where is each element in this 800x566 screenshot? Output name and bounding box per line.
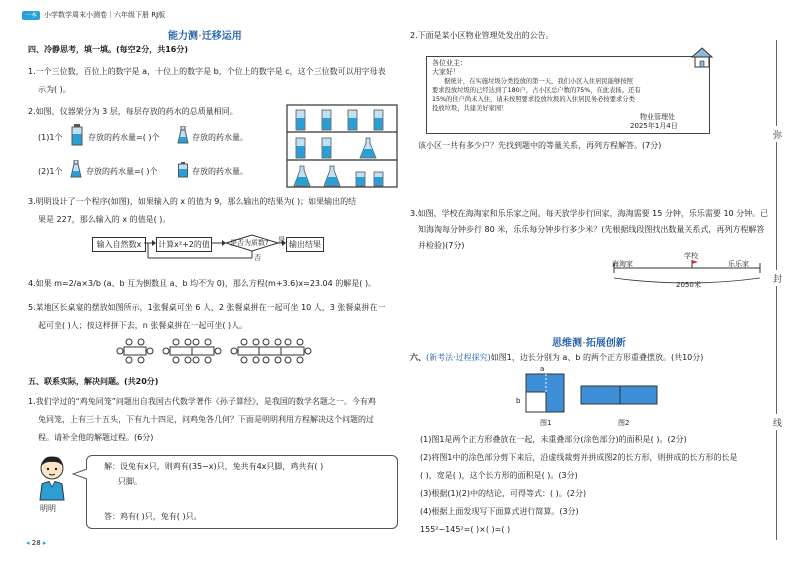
seal-char-bot: 线 xyxy=(773,419,783,429)
r-q3-line2: 知海淘每分钟步行 80 米，乐乐每分钟步行多少米？(先根据线段图找出数量关系式，再列方程解答 xyxy=(418,225,765,234)
fig-label-a: a xyxy=(540,365,545,373)
flow-check-label: 是否为质数? xyxy=(230,239,269,247)
section-title-thinking: 思维测·拓展创新 xyxy=(552,338,626,349)
s4-expression: 155²−145²=( )×( )=( ) xyxy=(420,525,511,534)
seal-line-top xyxy=(776,40,777,126)
seal-line-low xyxy=(776,286,777,414)
notice-line4: 投放垃圾，共建美好家园！ xyxy=(432,105,508,112)
q5-line2: 起可坐( )人；按这样拼下去，n 张餐桌拼在一起可坐( )人。 xyxy=(38,321,248,330)
p1-line3: 程。请补全他的解题过程。(6分) xyxy=(38,433,154,442)
rectangle-figure-2 xyxy=(580,384,660,406)
line-right-home: 乐乐家 xyxy=(728,260,749,268)
q2b-end: 存放的药水量。 xyxy=(192,167,248,176)
notice-greet2: 大家好！ xyxy=(432,68,460,76)
line-distance: 2050米 xyxy=(676,281,701,289)
s4-line: (4)根据上面发现写下面算式进行简算。(3分) xyxy=(420,507,579,516)
tall-bottle-icon xyxy=(70,124,84,146)
s2-line1: (2)将图1中的涂色部分剪下来后，沿虚线裁剪并拼成图2的长方形，则拼成的长方形的长是 xyxy=(420,453,738,462)
section-title-ability: 能力测·迁移运用 xyxy=(168,31,242,42)
long-table-figure xyxy=(116,338,346,364)
notice-line3: 15%的住户尚未入住，请未按照要求投放垃圾的入住居民务必按要求分类 xyxy=(432,96,635,103)
part6-line: 六、(新考法·过程探究)如图1，边长分别为 a、b 的两个正方形重叠摆放。(共10分) xyxy=(410,353,704,362)
seal-line-mid xyxy=(776,142,777,270)
short-bottle-icon xyxy=(177,162,189,178)
p1-line1: 1.我们学过的“鸡兔同笼”问题出自我国古代数学著作《孙子算经》，是我国的数学名题之一。今有鸡 xyxy=(28,397,376,406)
seal-char-top: 弥 xyxy=(773,131,783,141)
flow-calc-box: 计算x²+2的值 xyxy=(156,237,212,252)
flask-icon xyxy=(177,126,189,144)
flow-no-label: 否 xyxy=(254,254,261,262)
flow-output-box: 输出结果 xyxy=(286,237,324,252)
notice-date: 2025年1月4日 xyxy=(630,122,678,130)
q2-line1: 2.如图，仪器架分为 3 层，每层存放的药水的总质量相同。 xyxy=(28,107,238,116)
student-name: 明明 xyxy=(40,504,56,513)
r-q3-line3: 并检验)(7分) xyxy=(418,241,465,250)
solve-line1: 解：设兔有x只，则鸡有(35−x)只，兔共有4x只脚，鸡共有( ) xyxy=(104,462,324,471)
flow-yes-label: 是 xyxy=(278,236,285,244)
fig-label-b: b xyxy=(516,397,521,405)
fig2-caption: 图2 xyxy=(618,419,630,427)
student-avatar-icon xyxy=(34,454,70,502)
line-left-home: 海淘家 xyxy=(612,260,633,268)
part5-heading: 五、联系实际，解决问题。(共20分) xyxy=(28,377,159,386)
header-title: 小学数学周末小测卷｜六年级下册 RJ版 xyxy=(44,11,166,19)
seal-line-bottom xyxy=(776,430,777,540)
flow-input-box: 输入自然数x xyxy=(92,237,146,252)
notice-sign: 物业管理处 xyxy=(640,113,675,121)
q1-line2: 示为( )。 xyxy=(38,85,71,94)
solve-line2: 只脚。 xyxy=(118,477,142,486)
q3-line2: 果是 227，那么输入的 x 的值是( )。 xyxy=(38,215,171,224)
s3-line: (3)根据(1)(2)中的结论，可得等式：( )。(2分) xyxy=(420,489,587,498)
q5-line1: 5.某地区长桌宴的摆放如图所示，1张餐桌可坐 6 人，2 张餐桌拼在一起可坐 10 人，3 张餐桌拼在一 xyxy=(28,303,386,312)
r-q2-title: 2.下面是某小区物业管理处发出的公告。 xyxy=(410,31,554,40)
q2a-post: 存放的药水量=( )个 xyxy=(88,133,160,142)
q2a-pre: (1)1个 xyxy=(38,133,63,142)
q1-line1: 1.一个三位数，百位上的数字是 a，十位上的数字是 b，个位上的数字是 c，这个三位数可以用字母表 xyxy=(28,67,386,76)
notice-line1: 据统计，在实施垃圾分类投放的第一天，我们小区入住居民能够按照 xyxy=(444,78,633,85)
q2b-pre: (2)1个 xyxy=(38,167,63,176)
p1-line2: 兔同笼，上有三十五头，下有九十四足，问鸡兔各几何？下面是明明利用方程解决这个问题的过 xyxy=(38,415,374,424)
seal-char-mid: 封 xyxy=(773,275,783,285)
q2b-post: 存放的药水量=( )个 xyxy=(86,167,158,176)
r-q3-line1: 3.如图，学校在海淘家和乐乐家之间。每天放学步行回家，海淘需要 15 分钟，乐乐需要 10 分钟。已 xyxy=(410,209,769,218)
page-number: ◂ 28 ▸ xyxy=(26,539,47,547)
line-school: 学校 xyxy=(684,252,698,260)
fig1-caption: 图1 xyxy=(540,419,552,427)
solve-answer: 答：鸡有( )只，兔有( )只。 xyxy=(104,512,202,521)
notice-line2: 要求投放垃圾的已经达到了180户，占小区总户数的75%，在此表扬。还有 xyxy=(432,87,641,94)
r-q2-ask: 该小区一共有多少户？先找到题中的等量关系，再列方程解答。(7分) xyxy=(418,141,662,150)
house-icon xyxy=(690,46,714,68)
medicine-shelf-figure xyxy=(286,104,398,188)
q3-line1: 3.明明设计了一个程序(如图)，如果输入的 x 的值为 9，那么输出的结果为( )；如果输出的结 xyxy=(28,197,357,206)
flask-icon xyxy=(70,160,82,178)
q4-line: 4.如果 m=2/a×3/b (a、b 互为倒数且 a、b 均不为 0)，那么方程(m+3.6)x=23.04 的解是( )。 xyxy=(28,279,377,288)
speech-pointer xyxy=(72,468,88,480)
square-figure-1 xyxy=(522,372,570,414)
part4-heading: 四、冷静思考，填一填。(每空2分，共16分) xyxy=(28,45,189,54)
header-badge: 一本 xyxy=(22,11,40,20)
q2a-end: 存放的药水量。 xyxy=(192,133,248,142)
s1-line: (1)图1是两个正方形叠放在一起，未重叠部分(涂色部分)的面积是( )。(2分) xyxy=(420,435,687,444)
s2-line2: ( )，宽是( )，这个长方形的面积是( )。(3分) xyxy=(420,471,578,480)
notice-greet1: 各位业主： xyxy=(432,59,467,67)
